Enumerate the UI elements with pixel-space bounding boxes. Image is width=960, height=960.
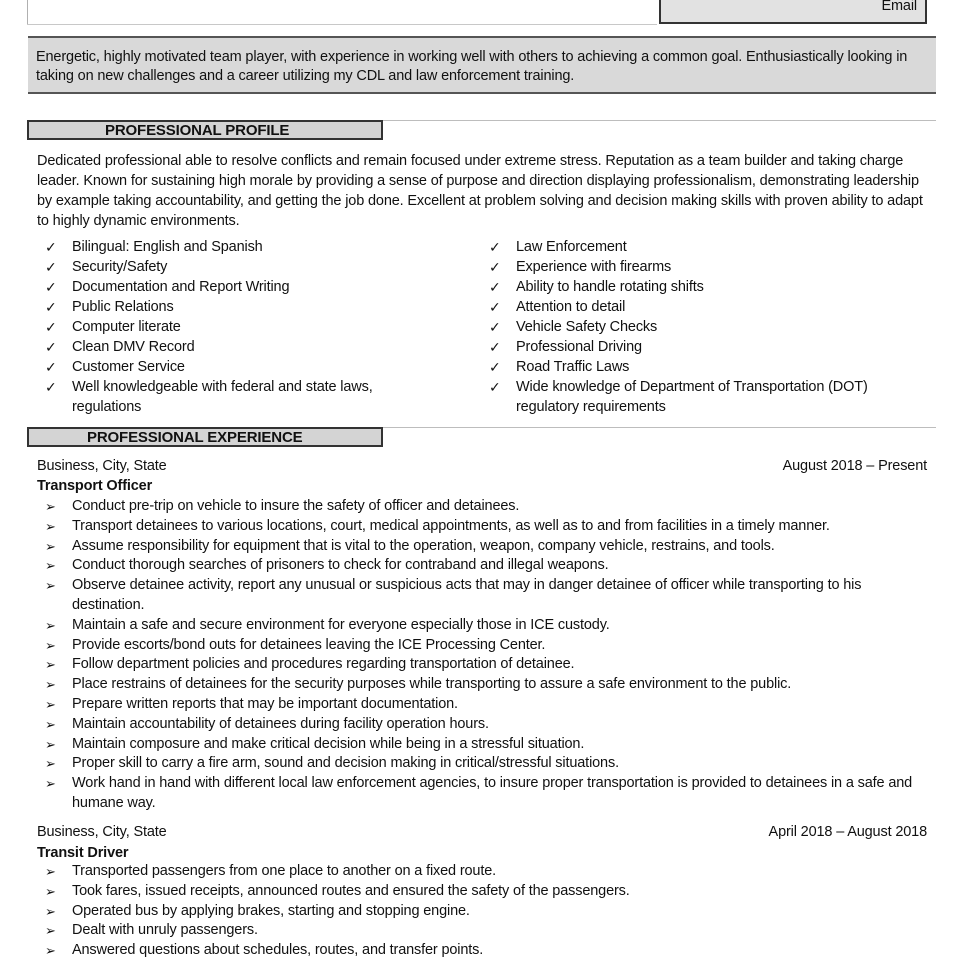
- profile-summary: Dedicated professional able to resolve conflicts and remain focused under extreme stress. Reputation as a team builder and taking charge leader. Known for sustaining high morale by providing a sense of purpose and direction displaying professionalism, demonstrating leadership by example taking accountability, and getting the job done. Excellent at problem solving and decision making skills with proven ability to adapt to highly dynamic environments.: [37, 153, 923, 229]
- arrow-bullet-icon: ➢: [45, 538, 56, 554]
- job-dates: April 2018 – August 2018: [768, 824, 927, 840]
- skill-label: Clean DMV Record: [72, 339, 195, 355]
- job-bullet: [45, 576, 915, 616]
- arrow-bullet-icon: ➢: [45, 776, 56, 792]
- job-bullet-text: Answered questions about schedules, routes, and transfer points.: [72, 942, 484, 959]
- skill-item: [489, 317, 909, 337]
- checkmark-icon: ✓: [489, 339, 501, 355]
- profile-heading-text: PROFESSIONAL PROFILE: [105, 122, 290, 139]
- job-bullet: [45, 862, 915, 882]
- section-divider: [383, 427, 936, 428]
- skill-label: Bilingual: English and Spanish: [72, 239, 263, 255]
- experience-heading: [27, 427, 383, 447]
- arrow-bullet-icon: ➢: [45, 736, 56, 752]
- arrow-bullet-icon: ➢: [45, 943, 56, 959]
- arrow-bullet-icon: ➢: [45, 716, 56, 732]
- checkmark-icon: ✓: [45, 359, 57, 375]
- job-bullet-list: [45, 497, 915, 814]
- job-header: [37, 456, 927, 476]
- job-title: Transit Driver: [37, 845, 129, 861]
- job-bullet: [45, 921, 915, 941]
- job-bullet-text: Conduct pre-trip on vehicle to insure the safety of officer and detainees.: [72, 498, 520, 514]
- skill-label: Computer literate: [72, 319, 181, 335]
- arrow-bullet-icon: ➢: [45, 903, 56, 919]
- job-bullet-text: Place restrains of detainees for the security purposes while transporting to assure a safe environment to the public.: [72, 676, 792, 693]
- job-bullet-text: Maintain accountability of detainees during facility operation hours.: [72, 715, 489, 732]
- skill-item: [489, 237, 909, 257]
- checkmark-icon: ✓: [45, 319, 57, 335]
- job-bullet: [45, 941, 915, 960]
- job-bullet: [45, 675, 915, 695]
- job-bullet: [45, 616, 915, 636]
- experience-heading-text: PROFESSIONAL EXPERIENCE: [87, 429, 303, 446]
- skill-label: Attention to detail: [516, 299, 626, 315]
- job-bullet: [45, 774, 915, 814]
- skill-item: [489, 277, 909, 297]
- job-bullet-list: [45, 862, 915, 960]
- objective-section: [28, 36, 936, 94]
- arrow-bullet-icon: ➢: [45, 499, 56, 514]
- skill-item: [45, 237, 445, 257]
- job-bullet: [45, 497, 915, 517]
- skill-label: Law Enforcement: [516, 239, 627, 255]
- job-bullet: [45, 636, 915, 656]
- job-bullet: [45, 537, 915, 557]
- arrow-bullet-icon: ➢: [45, 578, 56, 594]
- arrow-bullet-icon: ➢: [45, 677, 56, 693]
- skill-item: [45, 317, 445, 337]
- skill-item: [45, 337, 445, 357]
- skill-label: Well knowledgeable with federal and state laws, regulations: [72, 379, 373, 415]
- skill-item: [489, 257, 909, 277]
- skill-label: Vehicle Safety Checks: [516, 319, 658, 335]
- objective-text: Energetic, highly motivated team player, with experience in working well with others to achieving a common goal. Enthusiastically looking in taking on new challenges and a career utilizing my CDL and law enforcement training.: [36, 49, 908, 84]
- job-bullet: [45, 695, 915, 715]
- checkmark-icon: ✓: [489, 239, 501, 255]
- skill-item: [489, 357, 909, 377]
- job-bullet-text: Work hand in hand with different local law enforcement agencies, to insure proper transportation is provided to detainees in a safe and humane way.: [72, 775, 913, 811]
- job-company: Business, City, State: [37, 458, 167, 474]
- arrow-bullet-icon: ➢: [45, 756, 56, 772]
- profile-heading: [27, 120, 383, 140]
- arrow-bullet-icon: ➢: [45, 558, 56, 574]
- job-bullet: [45, 902, 915, 922]
- job-bullet: [45, 754, 915, 774]
- skill-item: [45, 277, 445, 297]
- checkmark-icon: ✓: [45, 259, 57, 275]
- header-box-edge: [27, 0, 28, 24]
- job-bullet: [45, 517, 915, 537]
- skill-item: [45, 297, 445, 317]
- arrow-bullet-icon: ➢: [45, 864, 56, 879]
- job-bullet-text: Prepare written reports that may be important documentation.: [72, 695, 458, 712]
- checkmark-icon: ✓: [45, 239, 57, 255]
- checkmark-icon: ✓: [489, 279, 501, 295]
- skills-list-right: [489, 237, 909, 417]
- skill-label: Documentation and Report Writing: [72, 279, 290, 295]
- arrow-bullet-icon: ➢: [45, 696, 56, 712]
- checkmark-icon: ✓: [489, 379, 501, 395]
- job-bullet-text: Transport detainees to various locations, court, medical appointments, as well as to and from facilities in a timely manner.: [72, 517, 830, 534]
- skill-label: Road Traffic Laws: [516, 359, 630, 375]
- job-bullet-text: Operated bus by applying brakes, starting and stopping engine.: [72, 902, 470, 919]
- job-bullet: [45, 735, 915, 755]
- job-bullet: [45, 655, 915, 675]
- checkmark-icon: ✓: [45, 279, 57, 295]
- skill-label: Professional Driving: [516, 339, 642, 355]
- job-bullet-text: Took fares, issued receipts, announced routes and ensured the safety of the passengers.: [72, 882, 630, 899]
- checkmark-icon: ✓: [45, 379, 57, 395]
- skill-item: [489, 337, 909, 357]
- job-bullet-text: Maintain a safe and secure environment for everyone especially those in ICE custody.: [72, 616, 610, 633]
- job-bullet-text: Maintain composure and make critical decision while being in a stressful situation.: [72, 735, 585, 752]
- contact-email-label: Email: [881, 0, 917, 14]
- skills-list-left: [45, 237, 445, 417]
- checkmark-icon: ✓: [489, 319, 501, 335]
- skill-label: Public Relations: [72, 299, 174, 315]
- job-bullet-text: Dealt with unruly passengers.: [72, 922, 258, 939]
- job-bullet-text: Provide escorts/bond outs for detainees leaving the ICE Processing Center.: [72, 636, 546, 653]
- checkmark-icon: ✓: [489, 359, 501, 375]
- checkmark-icon: ✓: [45, 339, 57, 355]
- job-company: Business, City, State: [37, 824, 167, 840]
- skill-label: Ability to handle rotating shifts: [516, 279, 704, 295]
- skill-label: Security/Safety: [72, 259, 168, 275]
- job-bullet-text: Assume responsibility for equipment that is vital to the operation, weapon, company vehicle, restrains, and tools.: [72, 537, 775, 554]
- skill-item: [489, 297, 909, 317]
- job-bullet-text: Observe detainee activity, report any unusual or suspicious acts that may in danger detainee of officer while transporting to his destination.: [72, 577, 862, 613]
- skill-label: Experience with firearms: [516, 259, 672, 275]
- job-bullet-text: Proper skill to carry a fire arm, sound and decision making in critical/stressful situations.: [72, 755, 619, 772]
- skill-label: Wide knowledge of Department of Transportation (DOT) regulatory requirements: [516, 379, 868, 415]
- checkmark-icon: ✓: [489, 259, 501, 275]
- header-box-bottom-edge: [27, 24, 657, 25]
- checkmark-icon: ✓: [489, 299, 501, 315]
- job-bullet-text: Conduct thorough searches of prisoners to check for contraband and illegal weapons.: [72, 557, 609, 574]
- job-title: Transport Officer: [37, 478, 153, 494]
- skill-item: [45, 257, 445, 277]
- arrow-bullet-icon: ➢: [45, 518, 56, 534]
- arrow-bullet-icon: ➢: [45, 923, 56, 939]
- job-bullet: [45, 882, 915, 902]
- arrow-bullet-icon: ➢: [45, 617, 56, 633]
- skill-item: [489, 377, 909, 417]
- arrow-bullet-icon: ➢: [45, 883, 56, 899]
- arrow-bullet-icon: ➢: [45, 637, 56, 653]
- skill-item: [45, 357, 445, 377]
- skill-label: Customer Service: [72, 359, 185, 375]
- job-bullet-text: Follow department policies and procedures regarding transportation of detainee.: [72, 656, 575, 673]
- section-divider: [383, 120, 936, 121]
- job-dates: August 2018 – Present: [782, 458, 927, 474]
- checkmark-icon: ✓: [45, 299, 57, 315]
- job-bullet-text: Transported passengers from one place to another on a fixed route.: [72, 863, 497, 879]
- arrow-bullet-icon: ➢: [45, 657, 56, 673]
- contact-box: [659, 0, 927, 24]
- job-bullet: [45, 556, 915, 576]
- job-bullet: [45, 715, 915, 735]
- job-header: [37, 822, 927, 842]
- skill-item: [45, 377, 445, 417]
